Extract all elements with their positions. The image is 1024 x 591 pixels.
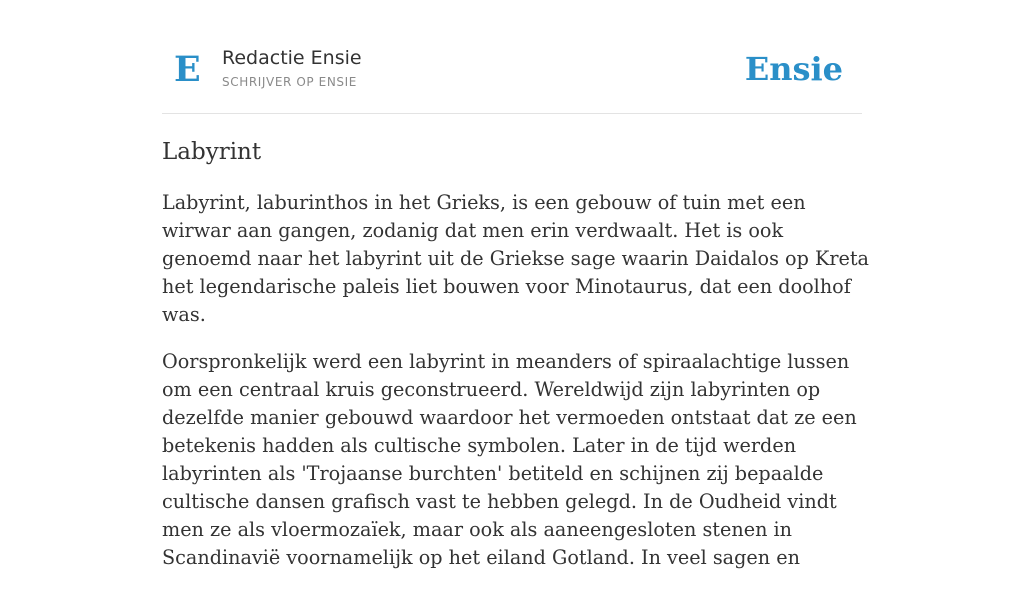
- article-container: [162, 0, 869, 569]
- article-body: [162, 189, 872, 591]
- article-paragraph: Labyrint, laburinthos in het Grieks, is een gebouw of tuin met een wirwar aan gangen, zodanig dat men erin verdwaalt. Het is ook genoemd naar het labyrint uit de Griekse sage waarin Daidalos op Kreta het legendarische paleis liet bouwen voor Minotaurus, dat een doolhof was.: [162, 191, 869, 326]
- brand-logo[interactable]: Ensie: [744, 50, 843, 88]
- article-title: Labyrint: [162, 139, 262, 165]
- author-name[interactable]: Redactie Ensie: [222, 47, 362, 69]
- author-header: [162, 0, 862, 114]
- author-role: SCHRIJVER OP ENSIE: [222, 75, 357, 89]
- article-paragraph: Oorspronkelijk werd een labyrint in meanders of spiraalachtige lussen om een centraal kruis geconstrueerd. Wereldwijd zijn labyrinten op dezelfde manier gebouwd waardoor het vermoeden ontstaat dat ze een betekenis hadden als cultische symbolen. Later in de tijd werden labyrinten als 'Trojaanse burchten' betiteld en schijnen zij bepaalde cultische dansen grafisch vast te hebben gelegd. In de Oudheid vindt men ze als vloermozaïek, maar ook als aaneengesloten stenen in Scandinavië voornamelijk op het eiland Gotland. In veel sagen en: [162, 350, 857, 569]
- author-avatar[interactable]: E: [174, 49, 201, 90]
